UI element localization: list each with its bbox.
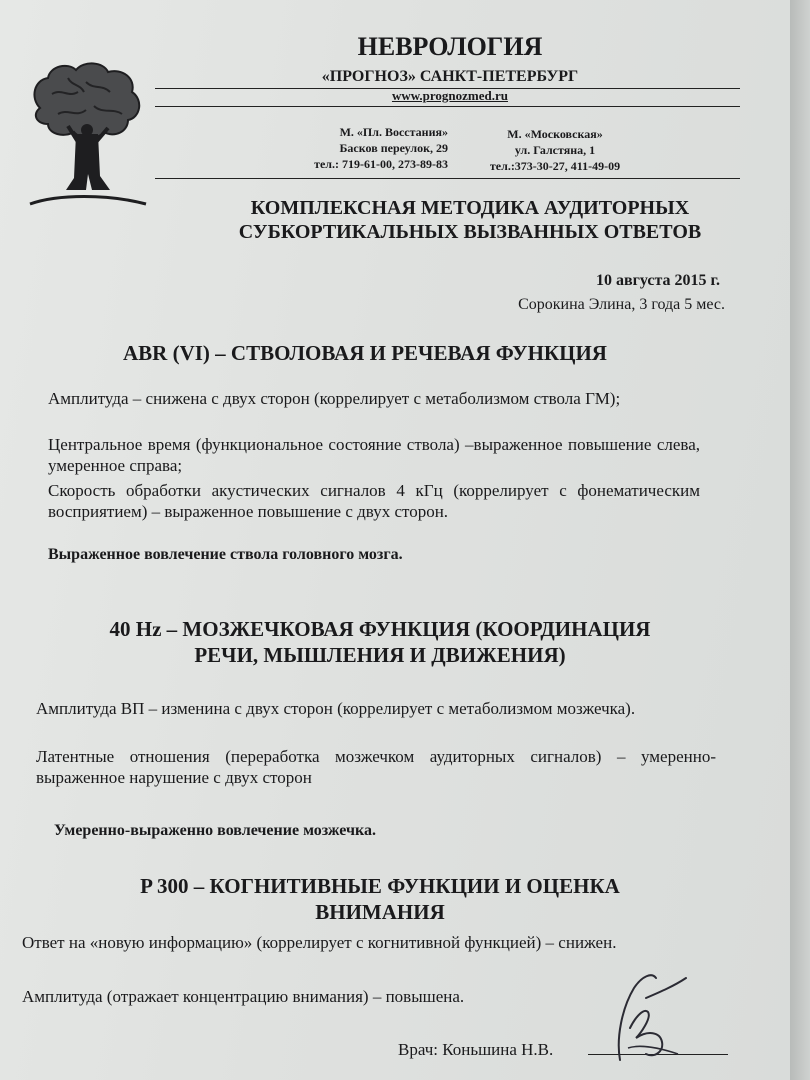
branch1-address: Басков переулок, 29 (339, 141, 448, 155)
report-title (180, 196, 760, 244)
p300-paragraph-1: Ответ на «новую информацию» (коррелирует с когнитивной функцией) – снижен. (22, 933, 617, 952)
report-date: 10 августа 2015 г. (595, 272, 720, 289)
clinic-website: www.prognozmed.ru (391, 88, 509, 103)
branch2-phone: тел.:373-30-27, 411-49-09 (489, 159, 621, 173)
branch1-contacts (268, 124, 448, 172)
handwritten-signature (590, 968, 700, 1068)
abr-section-title: ABR (VI) – СТВОЛОВАЯ И РЕЧЕВАЯ ФУНКЦИЯ (123, 341, 607, 365)
clinic-name: НЕВРОЛОГИЯ (357, 32, 543, 61)
hz40-section-title (60, 616, 700, 668)
header-rule-bottom (155, 178, 740, 179)
hz40-paragraph-2: Латентные отношения (переработка мозжечком аудиторных сигналов) – умеренно-выраженное нарушение с двух сторон (36, 747, 716, 787)
p300-title-line1: P 300 – КОГНИТИВНЫЕ ФУНКЦИИ И ОЦЕНКА (140, 874, 620, 898)
hz40-title-line1: 40 Hz – МОЗЖЕЧКОВАЯ ФУНКЦИЯ (КООРДИНАЦИЯ (109, 617, 651, 641)
p300-paragraph-2: Амплитуда (отражает концентрацию внимания) – повышена. (22, 987, 465, 1006)
abr-conclusion: Выраженное вовлечение ствола головного мозга. (48, 546, 403, 563)
doctor-name: Врач: Коньшина Н.В. (398, 1040, 554, 1059)
hz40-title-line2: РЕЧИ, МЫШЛЕНИЯ И ДВИЖЕНИЯ) (194, 643, 566, 667)
abr-paragraph-2: Центральное время (функциональное состояние ствола) –выраженное повышение слева, умеренное справа; (48, 435, 700, 475)
p300-section-title (60, 873, 700, 925)
abr-paragraph-3: Скорость обработки акустических сигналов 4 кГц (коррелирует с фонематическим восприятием) – выраженное повышение с двух сторон. (48, 481, 700, 521)
page-shadow-edge (790, 0, 810, 1080)
p300-title-line2: ВНИМАНИЯ (315, 900, 445, 924)
branch1-phone: тел.: 719-61-00, 273-89-83 (314, 157, 448, 171)
hz40-paragraph-1: Амплитуда ВП – изменина с двух сторон (коррелирует с метаболизмом мозжечка). (36, 699, 636, 718)
branch2-contacts (465, 126, 645, 174)
branch2-address: ул. Галстяна, 1 (514, 143, 596, 157)
hz40-conclusion: Умеренно-выраженно вовлечение мозжечка. (54, 822, 376, 839)
branch1-metro: М. «Пл. Восстания» (339, 125, 448, 139)
clinic-subtitle: «ПРОГНОЗ» САНКТ-ПЕТЕРБУРГ (321, 68, 579, 85)
header-rule-mid (155, 106, 740, 107)
brain-tree-logo (28, 58, 148, 208)
report-title-line2: СУБКОРТИКАЛЬНЫХ ВЫЗВАННЫХ ОТВЕТОВ (238, 221, 702, 243)
abr-paragraph-1: Амплитуда – снижена с двух сторон (коррелирует с метаболизмом ствола ГМ); (48, 389, 621, 408)
report-title-line1: КОМПЛЕКСНАЯ МЕТОДИКА АУДИТОРНЫХ (250, 197, 690, 219)
branch2-metro: М. «Московская» (507, 127, 603, 141)
patient-info: Сорокина Элина, 3 года 5 мес. (518, 296, 725, 313)
